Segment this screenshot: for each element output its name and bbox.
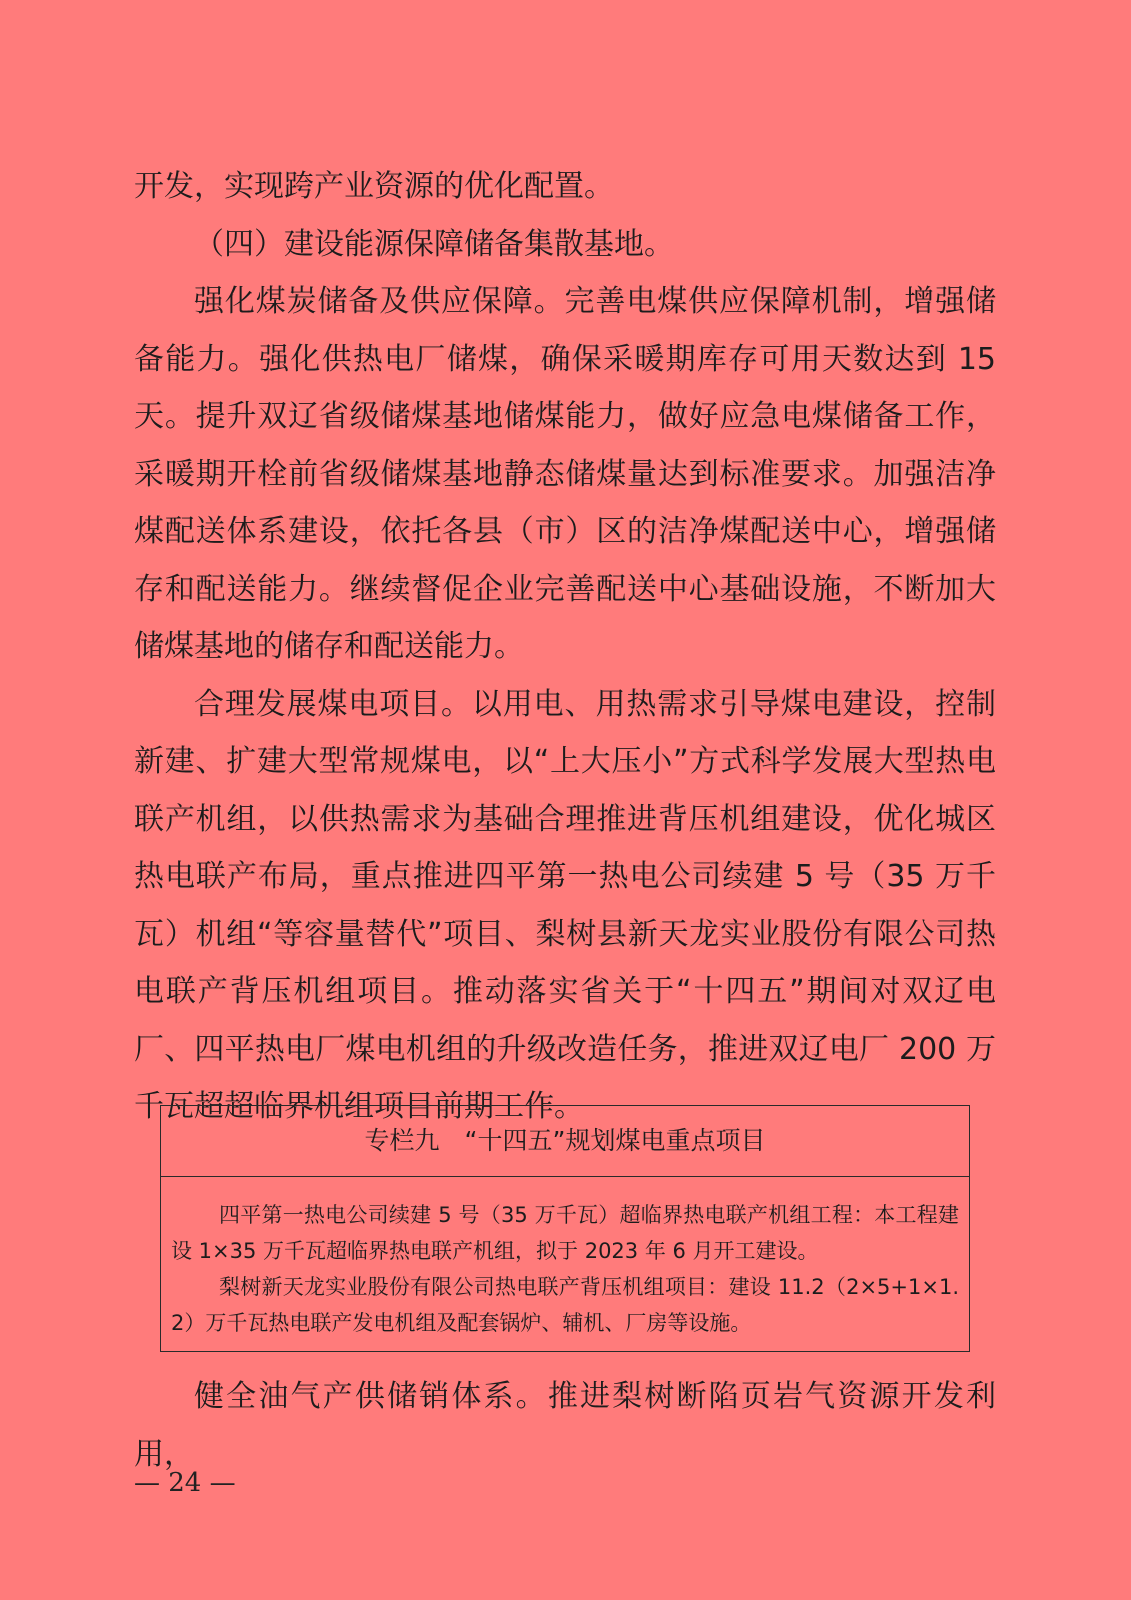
column-box-body [161, 1177, 969, 1341]
section-heading: （四）建设能源保障储备集散基地。 [194, 226, 674, 262]
paragraph-oil-gas: 健全油气产供储销体系。推进梨树断陷页岩气资源开发利用， [134, 1379, 996, 1472]
column-box-title: 专栏九 “十四五”规划煤电重点项目 [161, 1106, 969, 1177]
paragraph-coal-power: 合理发展煤电项目。以用电、用热需求引导煤电建设，控制新建、扩建大型常规煤电，以“上大压小”方式科学发展大型热电联产机组，以供热需求为基础合理推进背压机组建设，优化城区热电联产布局，重点推进四平第一热电公司续建 5 号（35 万千瓦）机组“等容量替代”项目、梨树县新天龙实业股份有限公司热电联产背压机组项目。推动落实省关于“十四五”期间对双辽电厂、四平热电厂煤电机组的升级改造任务，推进双辽电厂 200 万千瓦超超临界机组项目前期工作。 [134, 686, 996, 1124]
paragraph-coal-storage: 强化煤炭储备及供应保障。完善电煤供应保障机制，增强储备能力。强化供热电厂储煤，确保采暖期库存可用天数达到 15 天。提升双辽省级储煤基地储煤能力，做好应急电煤储备工作，采暖期开栓前省级储煤基地静态储煤量达到标准要求。加强洁净煤配送体系建设，依托各县（市）区的洁净煤配送中心，增强储存和配送能力。继续督促企业完善配送中心基础设施，不断加大储煤基地的储存和配送能力。 [134, 284, 996, 664]
column-box-item: 梨树新天龙实业股份有限公司热电联产背压机组项目：建设 11.2（2×5+1×1.2）万千瓦热电联产发电机组及配套锅炉、辅机、厂房等设施。 [171, 1275, 959, 1335]
page-number: — 24 — [134, 1468, 236, 1498]
document-body [134, 158, 996, 1136]
document-body-continued [134, 1368, 996, 1483]
column-box [160, 1105, 970, 1352]
column-box-item: 四平第一热电公司续建 5 号（35 万千瓦）超临界热电联产机组工程：本工程建设 1×35 万千瓦超临界热电联产机组，拟于 2023 年 6 月开工建设。 [171, 1203, 959, 1263]
paragraph-continuation: 开发，实现跨产业资源的优化配置。 [134, 169, 614, 204]
